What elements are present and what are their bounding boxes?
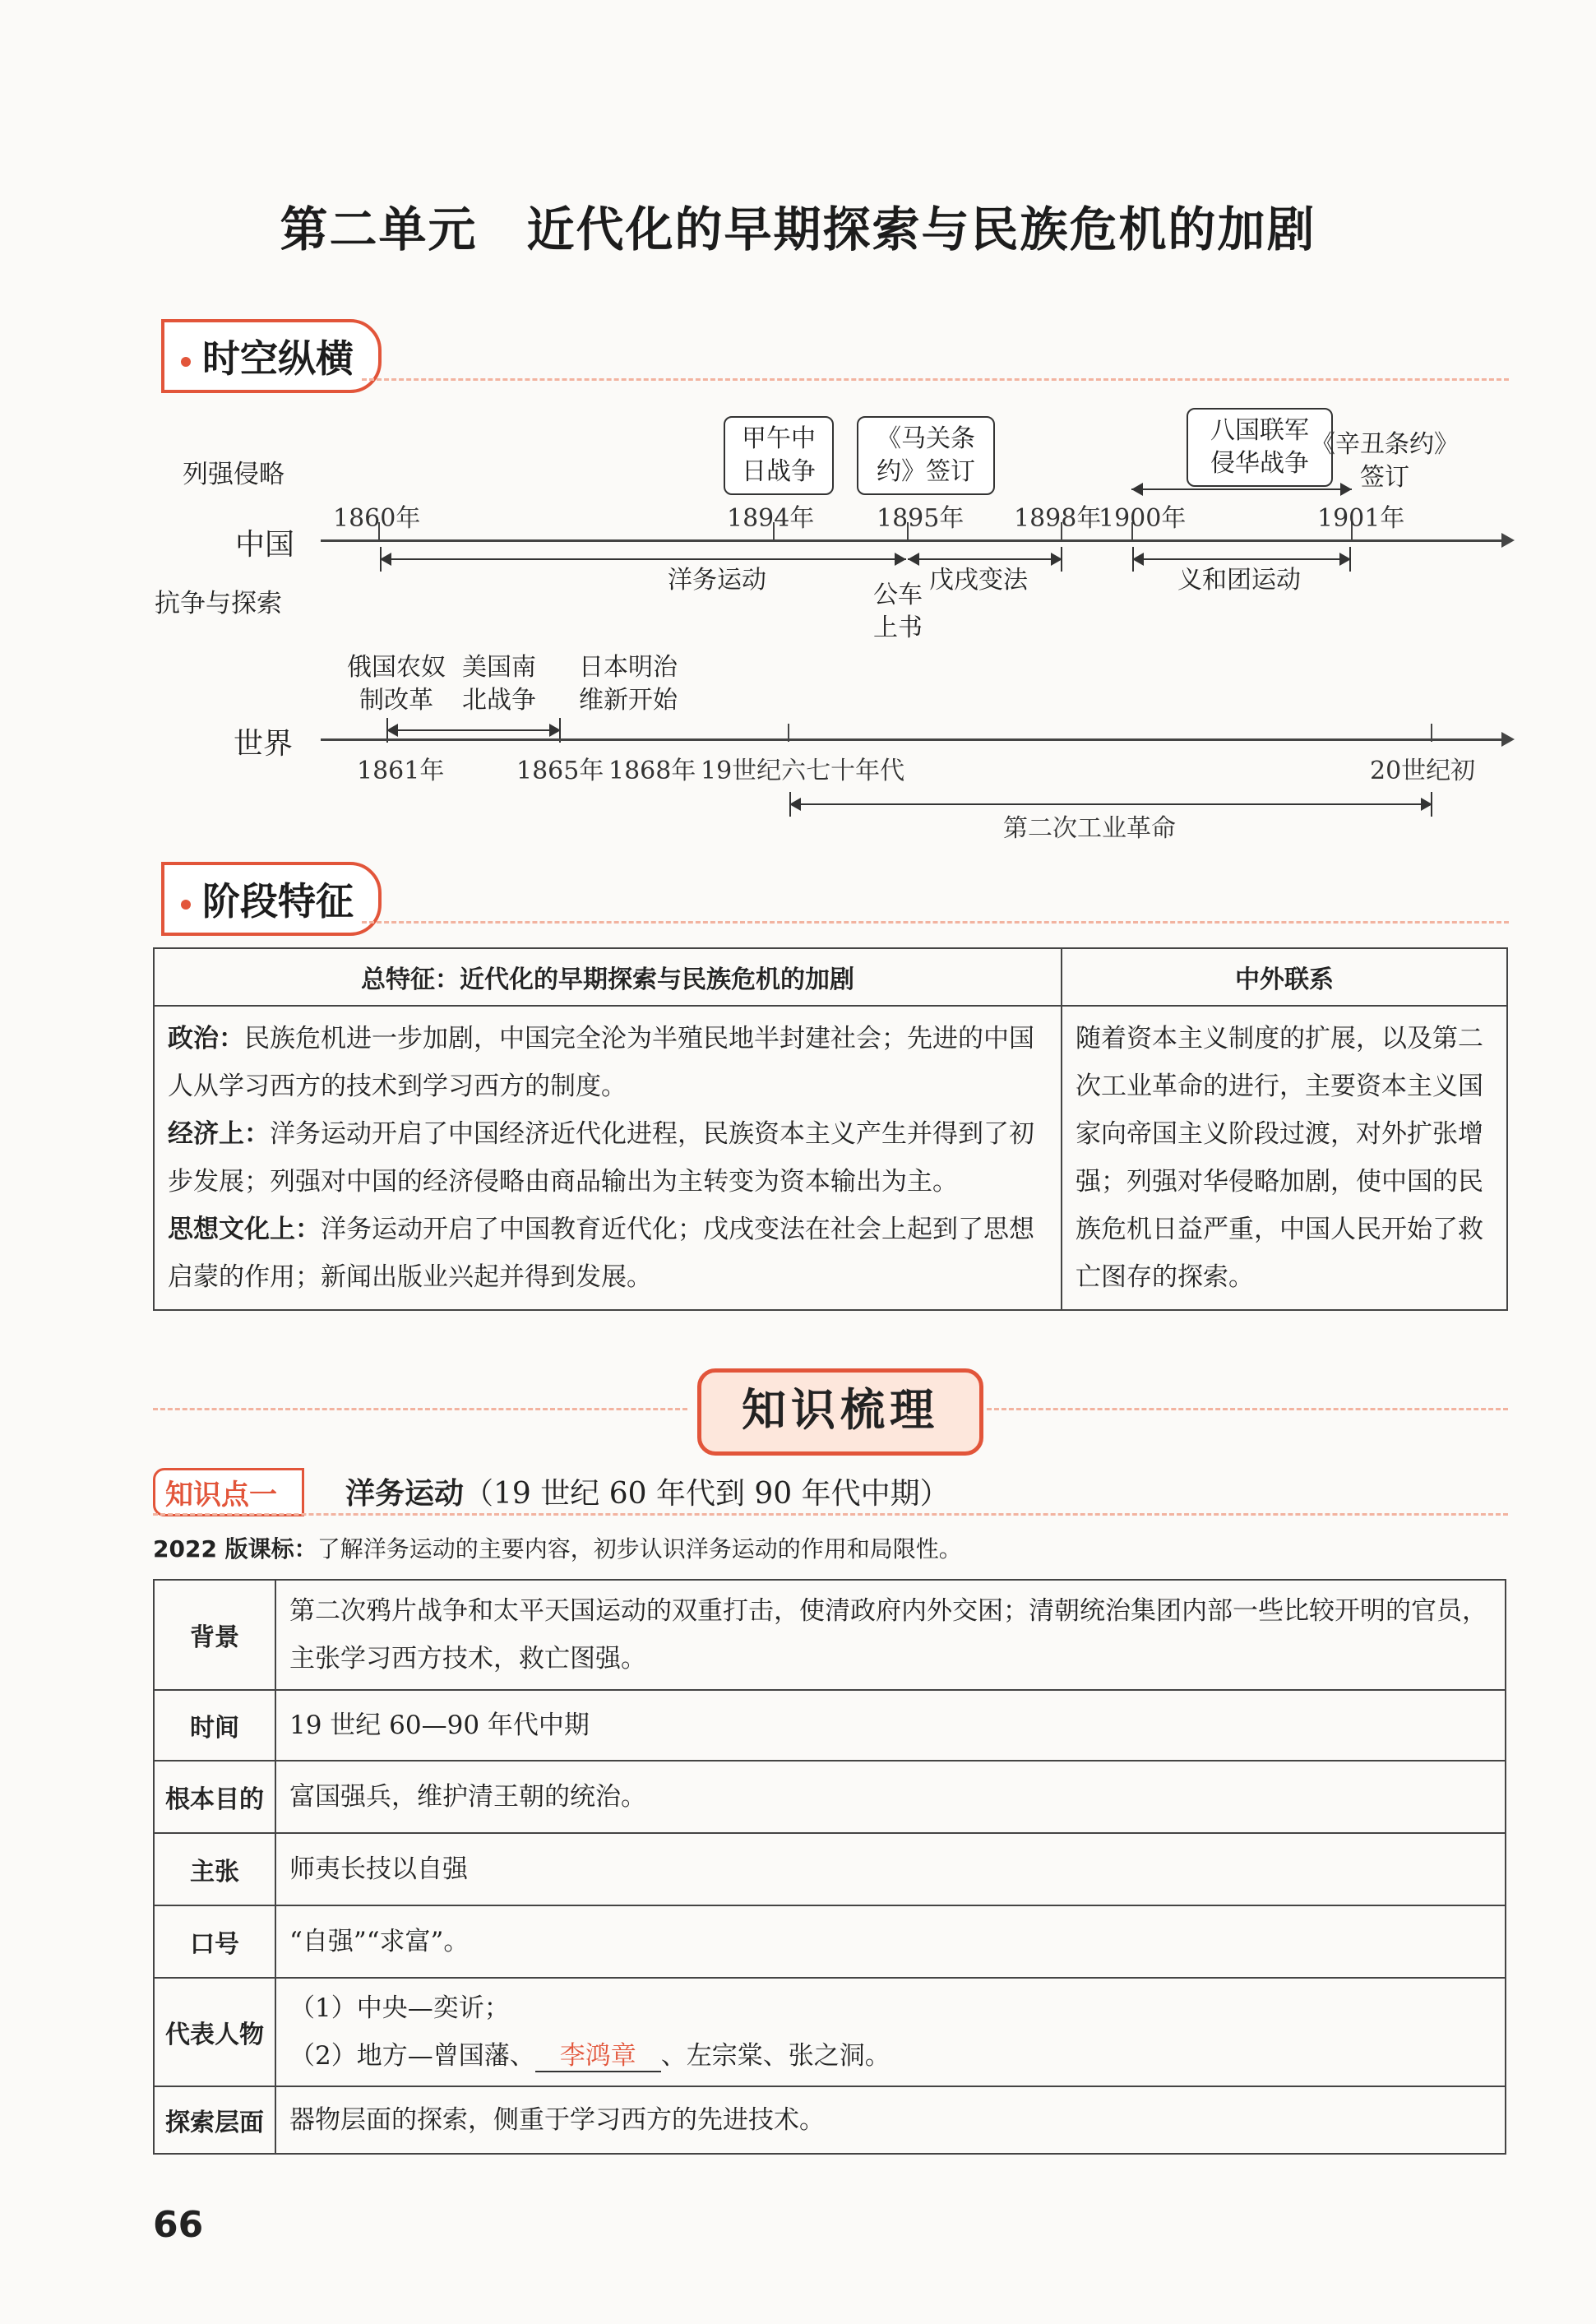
year-label: 1894年 xyxy=(727,504,815,533)
section-heading-timeline: 时空纵横 xyxy=(161,319,382,393)
event-shimonoseki-treaty: 《马关条 约》签订 xyxy=(857,416,995,495)
unit-number: 第二单元 xyxy=(280,201,478,257)
event-gongche-shangshu: 公车 上书 xyxy=(873,581,923,642)
page-title xyxy=(0,191,1596,260)
row-key: 代表人物 xyxy=(154,1978,275,2086)
year-label: 1860年 xyxy=(333,504,421,533)
range-label-industrial: 第二次工业革命 xyxy=(1003,814,1176,843)
event-russia-serf: 俄国农奴 制改革 xyxy=(347,653,446,715)
range-label-yangwu: 洋务运动 xyxy=(668,566,766,595)
curriculum-standard: 2022 版课标：了解洋务运动的主要内容，初步认识洋务运动的作用和局限性。 xyxy=(153,1535,962,1562)
axis-arrow-icon xyxy=(1501,533,1515,548)
event-eight-nation-alliance: 八国联军 侵华战争 xyxy=(1187,408,1333,487)
range-bracket-boxer xyxy=(1132,558,1351,560)
year-label: 1861年 xyxy=(357,757,445,785)
event-sino-japanese-war: 甲午中 日战争 xyxy=(724,416,834,495)
knowledge-point-title: 洋务运动（19 世纪 60 年代到 90 年代中期） xyxy=(345,1477,950,1511)
event-boxer-protocol: 《辛丑条约》 签订 xyxy=(1311,430,1459,492)
range-bracket-industrial xyxy=(789,803,1432,805)
row-value: 师夷长技以自强 xyxy=(275,1833,1506,1905)
year-label: 1900年 xyxy=(1099,504,1187,533)
row-key: 探索层面 xyxy=(154,2086,275,2154)
row-key: 口号 xyxy=(154,1905,275,1978)
row-value: 19 世纪 60—90 年代中期 xyxy=(275,1690,1506,1761)
year-label: 1865年 xyxy=(516,757,604,785)
row-value: 第二次鸦片战争和太平天国运动的双重打击，使清政府内外交困；清朝统治集团内部一些比较开明的官员，主张学习西方技术，救亡图强。 xyxy=(275,1580,1506,1690)
stage-features-table xyxy=(153,947,1508,1311)
economy-text: 经济上：洋务运动开启了中国经济近代化进程，民族资本主义产生并得到了初步发展；列强对中国的经济侵略由商品输出为主转变为资本输出为主。 xyxy=(168,1119,1034,1197)
range-label-wuxu: 戊戌变法 xyxy=(929,566,1028,595)
divider xyxy=(987,1408,1508,1410)
row-value: （1）中央—奕䜣； （2）地方—曾国藩、 李鸿章 、左宗棠、张之洞。 xyxy=(275,1978,1506,2086)
answer-fill: 李鸿章 xyxy=(535,2041,661,2072)
year-label: 20世纪初 xyxy=(1370,757,1476,785)
divider xyxy=(362,921,1509,924)
row-key: 背景 xyxy=(154,1580,275,1690)
row-label-resistance: 抗争与探索 xyxy=(155,589,282,618)
year-label: 1895年 xyxy=(877,504,965,533)
year-label: 19世纪六七十年代 xyxy=(701,757,905,785)
range-bracket-world xyxy=(386,729,561,731)
page-number: 66 xyxy=(153,2204,204,2246)
china-axis xyxy=(321,539,1505,542)
row-label-invasion: 列强侵略 xyxy=(183,460,285,489)
event-us-civil-war: 美国南 北战争 xyxy=(462,653,536,715)
tick xyxy=(1431,724,1432,742)
event-meiji: 日本明治 维新开始 xyxy=(579,653,678,715)
knowledge-banner: 知识梳理 xyxy=(697,1368,983,1456)
divider xyxy=(153,1513,1508,1516)
row-label-china: 中国 xyxy=(235,528,295,562)
divider xyxy=(362,378,1509,381)
relation-text: 随着资本主义制度的扩展，以及第二次工业革命的进行，主要资本主义国家向帝国主义阶段过渡，对外扩张增强；列强对华侵略加剧，使中国的民族危机日益严重，中国人民开始了救亡图存的探索。 xyxy=(1062,1006,1507,1310)
year-label: 1868年 xyxy=(608,757,696,785)
row-key: 时间 xyxy=(154,1690,275,1761)
politics-text: 政治：民族危机进一步加剧，中国完全沦为半殖民地半封建社会；先进的中国人从学习西方的技术到学习西方的制度。 xyxy=(168,1024,1034,1101)
range-label-boxer: 义和团运动 xyxy=(1177,566,1301,595)
row-key: 主张 xyxy=(154,1833,275,1905)
row-value: 富国强兵，维护清王朝的统治。 xyxy=(275,1761,1506,1833)
range-bracket xyxy=(1131,488,1352,490)
culture-text: 思想文化上：洋务运动开启了中国教育近代化；戊戌变法在社会上起到了思想启蒙的作用；新闻出版业兴起并得到发展。 xyxy=(168,1215,1034,1292)
table-cell xyxy=(154,1006,1062,1310)
axis-arrow-icon xyxy=(1501,732,1515,747)
row-value: 器物层面的探索，侧重于学习西方的先进技术。 xyxy=(275,2086,1506,2154)
table-header: 总特征：近代化的早期探索与民族危机的加剧 xyxy=(154,948,1062,1006)
yangwu-table xyxy=(153,1579,1506,2155)
row-value: “自强”“求富”。 xyxy=(275,1905,1506,1978)
unit-title: 近代化的早期探索与民族危机的加剧 xyxy=(526,201,1316,257)
row-label-world: 世界 xyxy=(234,727,294,761)
divider xyxy=(153,1408,687,1410)
year-label: 1898年 xyxy=(1014,504,1102,533)
table-header: 中外联系 xyxy=(1062,948,1507,1006)
bullet-dot-icon xyxy=(181,900,191,910)
range-bracket-yangwu xyxy=(380,558,906,560)
bullet-dot-icon xyxy=(181,357,191,367)
world-axis xyxy=(321,738,1505,741)
range-bracket-wuxu xyxy=(908,558,1062,560)
row-key: 根本目的 xyxy=(154,1761,275,1833)
tick xyxy=(788,724,789,742)
section-heading-stage: 阶段特征 xyxy=(161,862,382,936)
knowledge-point-tag: 知识点一 xyxy=(153,1468,304,1516)
year-label: 1901年 xyxy=(1317,504,1405,533)
